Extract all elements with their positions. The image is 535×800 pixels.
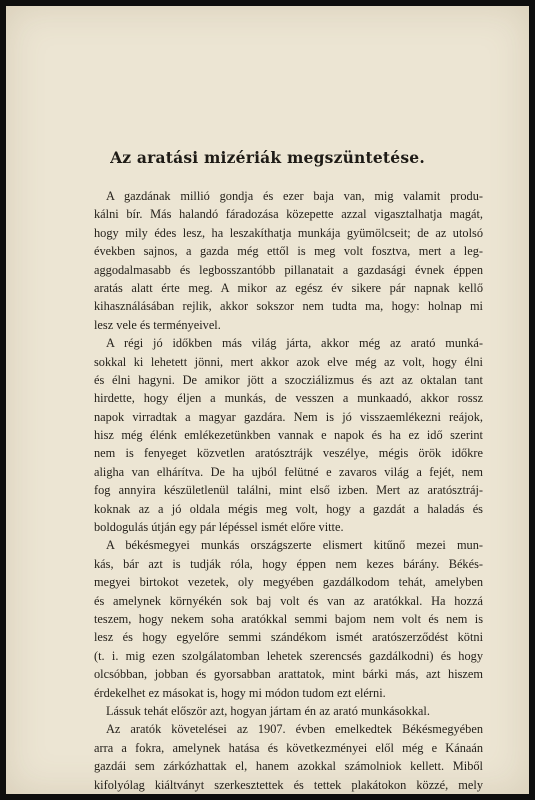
- text-line: aggodalmasabb és legbosszantóbb pillanatait a gazdasági évnek éppen: [94, 262, 483, 277]
- text-line: években sajnos, a gazda még ettől is meg volt fosztva, mert a leg-: [94, 244, 483, 259]
- text-line: A régi jó időkben más világ járta, akkor még az arató munká-: [106, 336, 483, 351]
- text-line: kifolyólag kiáltványt szerkesztettek és tettek plakátokon közzé, mely: [94, 777, 483, 792]
- text-line: olcsóbban, jobban és gyorsabban arattatok, mint bárki más, azt hiszem: [94, 667, 483, 682]
- text-line: és élni hagyni. De amikor jött a szocziálizmus és azt az oktalan tant: [94, 372, 483, 387]
- text-line: (t. i. mig ezen szolgálatomban lehetek szerencsés gazdálkodni) és hogy: [94, 648, 483, 663]
- text-line: nem is fenyeget közvetlen aratósztrájk veszélye, mégis örök időkre: [94, 446, 483, 461]
- text-line: kálni bír. Más halandó fáradozása közepette azzal vigasztalhatja magát,: [94, 207, 483, 222]
- text-line: gazdái sem zárkózhattak el, hanem azokkal számolniok kellett. Miből: [94, 759, 483, 774]
- text-line: kás, bár azt is tudják róla, hogy éppen nem kezes bárány. Békés-: [94, 556, 483, 571]
- text-line: hirdette, hogy éljen a munkás, de vesszen a munkaadó, akkor rossz: [94, 391, 483, 406]
- document-page: [6, 6, 529, 794]
- text-line: érdekelhet ez másokat is, hogy mi módon tudom ezt elérni.: [94, 685, 386, 700]
- text-line: koknak az a jó oldala mégis meg volt, hogy a gazdát a haladás és: [94, 501, 483, 516]
- text-line: fog annyira készületlenül találni, mint első izben. Mert az aratósztráj-: [94, 483, 483, 498]
- text-line: lesz vele és terményeivel.: [94, 317, 221, 332]
- text-line: sokkal ki lehetett jönni, mert akkor azok elve még az volt, hogy élni: [94, 354, 483, 369]
- page-title: Az aratási mizériák megszüntetése.: [110, 148, 425, 167]
- text-line: hisz még élénk emlékezetünkben vannak e napok és ha ez idő szerint: [94, 428, 483, 443]
- text-line: boldogulás útján egy pár lépéssel ismét előre vitte.: [94, 520, 344, 535]
- text-line: Az aratók követelései az 1907. évben emelkedtek Békésmegyében: [106, 722, 483, 737]
- text-line: A gazdának millió gondja és ezer baja van, mig valamit produ-: [106, 189, 483, 203]
- text-line: arra a fokra, amelynek hatása és következményei elől még e Kánaán: [94, 740, 483, 755]
- text-line: kihasználásában rejlik, akkor sokszor nem tudta ma, hogy: holnap mi: [94, 299, 483, 314]
- text-line: aligha van elhárítva. De ha ujból felütné e zavaros világ a fejét, nem: [94, 464, 483, 479]
- text-line: napok virradtak a magyar gazdára. Nem is jó visszaemlékezni reájok,: [94, 409, 483, 424]
- text-line: teszem, hogy nekem soha aratókkal semmi bajom nem volt és nem is: [94, 611, 483, 626]
- text-line: és amelynek környékén sok baj volt és van az aratókkal. Ha hozzá: [94, 593, 483, 608]
- text-line: lesz és hogy egyelőre semmi szándékom ismét aratószerződést kötni: [94, 630, 483, 645]
- text-line: hogy mily édes lesz, ha leszakíthatja munkája gyümölcseit; de az utolsó: [94, 225, 483, 240]
- text-line: Lássuk tehát először azt, hogyan jártam én az arató munkásokkal.: [106, 703, 430, 718]
- text-line: aratás alatt érte meg. A mikor az egész év sikere pár napnak kellő: [94, 280, 483, 295]
- body-text: [94, 187, 483, 794]
- text-line: A békésmegyei munkás országszerte elismert kitűnő mezei mun-: [106, 538, 483, 553]
- text-line: megyei birtokot vezetek, oly megyében gazdálkodom tehát, amelyben: [94, 575, 483, 590]
